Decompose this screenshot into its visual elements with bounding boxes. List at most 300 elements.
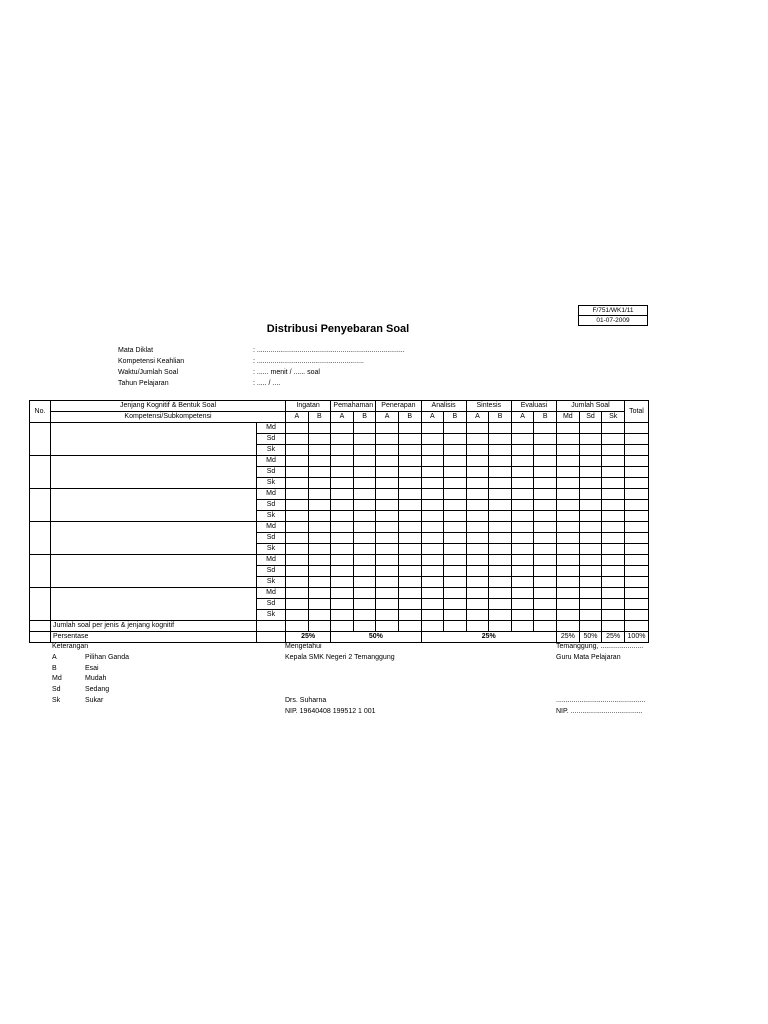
difficulty-label: Sd	[257, 566, 286, 577]
data-cell	[579, 544, 602, 555]
data-cell	[466, 566, 489, 577]
data-cell	[466, 588, 489, 599]
data-cell	[534, 478, 557, 489]
form-code-box	[578, 305, 648, 326]
data-cell	[353, 489, 376, 500]
data-cell	[376, 533, 399, 544]
data-cell	[489, 544, 512, 555]
header-pemahaman-a: A	[331, 412, 354, 423]
header-ingatan-b: B	[308, 412, 331, 423]
data-cell	[421, 544, 444, 555]
persentase-md: 25%	[557, 632, 580, 643]
data-cell	[353, 599, 376, 610]
data-cell	[308, 555, 331, 566]
difficulty-label: Md	[257, 456, 286, 467]
empty-cell	[308, 621, 331, 632]
data-cell	[624, 610, 648, 621]
data-cell	[398, 555, 421, 566]
empty-cell	[489, 621, 512, 632]
data-cell	[376, 434, 399, 445]
guru-place-date: Temanggung, ......................	[556, 643, 644, 650]
data-cell	[308, 599, 331, 610]
data-cell	[421, 434, 444, 445]
data-cell	[286, 478, 309, 489]
data-cell	[624, 489, 648, 500]
data-cell	[534, 588, 557, 599]
data-cell	[489, 522, 512, 533]
data-cell	[353, 423, 376, 434]
data-cell	[602, 445, 625, 456]
data-cell	[421, 423, 444, 434]
data-cell	[466, 599, 489, 610]
data-cell	[421, 599, 444, 610]
header-ingatan-a: A	[286, 412, 309, 423]
data-cell	[308, 456, 331, 467]
data-cell	[353, 434, 376, 445]
empty-cell	[286, 621, 309, 632]
data-cell	[331, 599, 354, 610]
header-jumlah-sk: Sk	[602, 412, 625, 423]
data-cell	[331, 500, 354, 511]
data-cell	[308, 522, 331, 533]
data-cell	[511, 566, 534, 577]
summary-no-cell	[30, 621, 51, 632]
data-cell	[489, 533, 512, 544]
row-no-cell	[30, 555, 51, 588]
data-cell	[421, 511, 444, 522]
header-no: No.	[30, 401, 51, 423]
data-cell	[308, 577, 331, 588]
data-cell	[624, 544, 648, 555]
data-cell	[624, 566, 648, 577]
data-cell	[398, 445, 421, 456]
data-cell	[557, 500, 580, 511]
data-cell	[579, 456, 602, 467]
data-cell	[557, 555, 580, 566]
data-cell	[534, 434, 557, 445]
data-cell	[308, 588, 331, 599]
data-cell	[466, 456, 489, 467]
keterangan-item	[52, 685, 110, 695]
data-cell	[624, 445, 648, 456]
data-cell	[466, 555, 489, 566]
data-cell	[376, 478, 399, 489]
empty-cell	[557, 621, 580, 632]
data-cell	[624, 599, 648, 610]
difficulty-label: Sk	[257, 544, 286, 555]
header-pemahaman: Pemahaman	[331, 401, 376, 412]
data-cell	[331, 423, 354, 434]
data-cell	[444, 566, 467, 577]
data-cell	[602, 434, 625, 445]
data-cell	[579, 577, 602, 588]
empty-cell	[398, 621, 421, 632]
data-cell	[331, 478, 354, 489]
data-cell	[444, 533, 467, 544]
data-cell	[331, 489, 354, 500]
data-cell	[489, 434, 512, 445]
data-cell	[511, 588, 534, 599]
data-cell	[489, 577, 512, 588]
data-cell	[421, 522, 444, 533]
data-cell	[511, 511, 534, 522]
data-cell	[286, 511, 309, 522]
data-cell	[331, 544, 354, 555]
keterangan-item	[52, 674, 107, 684]
data-cell	[557, 511, 580, 522]
data-cell	[602, 456, 625, 467]
info-label: Kompetensi Keahlian	[118, 358, 185, 365]
data-cell	[511, 577, 534, 588]
keterangan-desc: Sedang	[85, 686, 110, 693]
data-cell	[489, 610, 512, 621]
difficulty-label: Sd	[257, 467, 286, 478]
data-cell	[579, 489, 602, 500]
data-cell	[308, 434, 331, 445]
data-cell	[489, 423, 512, 434]
data-cell	[602, 489, 625, 500]
header-sintesis: Sintesis	[466, 401, 511, 412]
data-cell	[353, 577, 376, 588]
data-cell	[466, 511, 489, 522]
info-row-kompetensi-keahlian	[118, 357, 364, 367]
data-cell	[286, 577, 309, 588]
data-cell	[624, 555, 648, 566]
form-date: 01-07-2009	[579, 315, 647, 325]
difficulty-label: Sk	[257, 577, 286, 588]
data-cell	[444, 610, 467, 621]
data-cell	[602, 555, 625, 566]
data-cell	[308, 489, 331, 500]
data-cell	[579, 610, 602, 621]
empty-cell	[444, 621, 467, 632]
header-analisis-b: B	[444, 412, 467, 423]
data-cell	[534, 566, 557, 577]
difficulty-label: Sk	[257, 610, 286, 621]
row-no-cell	[30, 489, 51, 522]
data-cell	[534, 577, 557, 588]
data-cell	[286, 566, 309, 577]
data-cell	[376, 588, 399, 599]
difficulty-label: Md	[257, 423, 286, 434]
row-no-cell	[30, 423, 51, 456]
data-cell	[308, 445, 331, 456]
data-cell	[331, 511, 354, 522]
difficulty-label: Md	[257, 588, 286, 599]
data-cell	[444, 456, 467, 467]
data-cell	[624, 500, 648, 511]
data-cell	[376, 467, 399, 478]
data-cell	[511, 445, 534, 456]
data-cell	[602, 500, 625, 511]
difficulty-label: Md	[257, 555, 286, 566]
data-cell	[624, 456, 648, 467]
data-cell	[308, 533, 331, 544]
data-cell	[421, 566, 444, 577]
data-cell	[331, 566, 354, 577]
distribution-table	[29, 400, 649, 643]
header-jumlah-sd: Sd	[579, 412, 602, 423]
data-cell	[624, 533, 648, 544]
empty-cell	[579, 621, 602, 632]
data-cell	[602, 544, 625, 555]
data-cell	[557, 434, 580, 445]
data-cell	[376, 423, 399, 434]
data-cell	[511, 544, 534, 555]
data-cell	[331, 445, 354, 456]
data-cell	[444, 599, 467, 610]
difficulty-label: Md	[257, 522, 286, 533]
data-cell	[557, 533, 580, 544]
data-cell	[489, 588, 512, 599]
empty-cell	[376, 621, 399, 632]
keterangan-desc: Pilihan Ganda	[85, 654, 129, 661]
data-cell	[579, 555, 602, 566]
data-cell	[376, 555, 399, 566]
data-cell	[602, 478, 625, 489]
info-row-waktu-jumlah-soal	[118, 368, 320, 378]
info-row-mata-diklat	[118, 346, 405, 356]
data-cell	[444, 555, 467, 566]
empty-cell	[511, 621, 534, 632]
keterangan-code: B	[52, 665, 57, 672]
data-cell	[534, 467, 557, 478]
data-cell	[286, 500, 309, 511]
data-cell	[466, 445, 489, 456]
data-cell	[353, 445, 376, 456]
data-cell	[398, 610, 421, 621]
persentase-label: Persentase	[51, 632, 257, 643]
row-kompetensi-cell	[51, 522, 257, 555]
empty-cell	[331, 621, 354, 632]
data-cell	[602, 599, 625, 610]
data-cell	[376, 445, 399, 456]
header-total: Total	[624, 401, 648, 423]
header-row-1	[30, 401, 649, 412]
data-cell	[444, 577, 467, 588]
data-cell	[511, 456, 534, 467]
data-cell	[398, 544, 421, 555]
keterangan-item	[52, 664, 99, 674]
data-cell	[534, 533, 557, 544]
data-cell	[511, 434, 534, 445]
data-cell	[624, 467, 648, 478]
data-cell	[308, 467, 331, 478]
data-cell	[579, 533, 602, 544]
data-cell	[331, 610, 354, 621]
data-cell	[534, 511, 557, 522]
data-cell	[331, 467, 354, 478]
data-cell	[398, 423, 421, 434]
data-cell	[398, 511, 421, 522]
header-kompetensi: Kompetensi/Subkompetensi	[51, 412, 286, 423]
data-cell	[511, 489, 534, 500]
data-cell	[579, 522, 602, 533]
persentase-sk: 25%	[602, 632, 625, 643]
data-cell	[398, 467, 421, 478]
data-cell	[421, 588, 444, 599]
info-label: Mata Diklat	[118, 347, 154, 354]
mengetahui-name: Drs. Suharna	[285, 697, 327, 704]
table-body	[30, 423, 649, 621]
data-cell	[398, 500, 421, 511]
header-penerapan-b: B	[398, 412, 421, 423]
data-cell	[557, 566, 580, 577]
data-cell	[376, 566, 399, 577]
data-cell	[602, 610, 625, 621]
data-cell	[353, 533, 376, 544]
data-cell	[466, 489, 489, 500]
data-cell	[534, 445, 557, 456]
row-kompetensi-cell	[51, 456, 257, 489]
data-cell	[511, 500, 534, 511]
difficulty-label: Sk	[257, 478, 286, 489]
data-cell	[308, 511, 331, 522]
data-cell	[489, 456, 512, 467]
data-cell	[286, 467, 309, 478]
data-cell	[466, 533, 489, 544]
data-cell	[624, 423, 648, 434]
row-no-cell	[30, 588, 51, 621]
keterangan-desc: Mudah	[85, 675, 107, 682]
table-row	[30, 423, 649, 434]
data-cell	[398, 456, 421, 467]
table-row	[30, 555, 649, 566]
data-cell	[579, 588, 602, 599]
data-cell	[557, 588, 580, 599]
data-cell	[444, 423, 467, 434]
header-jumlah-soal: Jumlah Soal	[557, 401, 625, 412]
data-cell	[466, 610, 489, 621]
data-cell	[444, 434, 467, 445]
data-cell	[331, 522, 354, 533]
data-cell	[353, 610, 376, 621]
data-cell	[353, 478, 376, 489]
data-cell	[376, 544, 399, 555]
header-pemahaman-b: B	[353, 412, 376, 423]
difficulty-label: Sd	[257, 533, 286, 544]
data-cell	[466, 467, 489, 478]
data-cell	[286, 544, 309, 555]
data-cell	[286, 434, 309, 445]
data-cell	[398, 577, 421, 588]
guru-signature-line: ..............................................	[556, 697, 646, 704]
data-cell	[421, 533, 444, 544]
data-cell	[286, 489, 309, 500]
difficulty-label: Sk	[257, 511, 286, 522]
data-cell	[489, 566, 512, 577]
mengetahui-label: Mengetahui	[285, 643, 322, 650]
info-value: : ..... / ....	[253, 380, 281, 387]
data-cell	[286, 522, 309, 533]
data-cell	[466, 544, 489, 555]
empty-cell	[466, 621, 489, 632]
data-cell	[421, 610, 444, 621]
data-cell	[353, 522, 376, 533]
data-cell	[579, 566, 602, 577]
header-jenjang: Jenjang Kognitif & Bentuk Soal	[51, 401, 286, 412]
data-cell	[286, 456, 309, 467]
data-cell	[444, 522, 467, 533]
data-cell	[286, 555, 309, 566]
keterangan-code: Sd	[52, 686, 61, 693]
data-cell	[466, 577, 489, 588]
data-cell	[534, 555, 557, 566]
data-cell	[557, 423, 580, 434]
info-row-tahun-pelajaran	[118, 379, 281, 389]
data-cell	[398, 566, 421, 577]
data-cell	[444, 588, 467, 599]
mengetahui-position: Kepala SMK Negeri 2 Temanggung	[285, 654, 395, 661]
data-cell	[398, 588, 421, 599]
row-kompetensi-cell	[51, 423, 257, 456]
data-cell	[331, 577, 354, 588]
data-cell	[421, 555, 444, 566]
data-cell	[444, 478, 467, 489]
data-cell	[398, 478, 421, 489]
data-cell	[579, 434, 602, 445]
data-cell	[421, 456, 444, 467]
data-cell	[376, 522, 399, 533]
summary-label-cell	[257, 632, 286, 643]
data-cell	[624, 478, 648, 489]
data-cell	[286, 445, 309, 456]
data-cell	[466, 434, 489, 445]
header-row-2	[30, 412, 649, 423]
empty-cell	[421, 621, 444, 632]
persentase-pemahaman-penerapan: 50%	[331, 632, 421, 643]
data-cell	[579, 500, 602, 511]
row-no-cell	[30, 456, 51, 489]
data-cell	[579, 445, 602, 456]
data-cell	[624, 588, 648, 599]
info-label: Tahun Pelajaran	[118, 380, 169, 387]
data-cell	[557, 467, 580, 478]
data-cell	[557, 489, 580, 500]
data-cell	[421, 500, 444, 511]
data-cell	[398, 489, 421, 500]
data-cell	[557, 544, 580, 555]
data-cell	[398, 434, 421, 445]
keterangan-desc: Esai	[85, 665, 99, 672]
data-cell	[353, 467, 376, 478]
data-cell	[286, 588, 309, 599]
data-cell	[624, 434, 648, 445]
data-cell	[353, 544, 376, 555]
empty-cell	[624, 621, 648, 632]
data-cell	[579, 599, 602, 610]
data-cell	[466, 522, 489, 533]
data-cell	[534, 456, 557, 467]
data-cell	[534, 599, 557, 610]
data-cell	[511, 533, 534, 544]
data-cell	[444, 467, 467, 478]
table-summary	[30, 621, 649, 643]
data-cell	[489, 478, 512, 489]
keterangan-item	[52, 653, 129, 663]
data-cell	[602, 577, 625, 588]
data-cell	[511, 467, 534, 478]
table-row	[30, 588, 649, 599]
data-cell	[489, 489, 512, 500]
data-cell	[557, 610, 580, 621]
data-cell	[534, 489, 557, 500]
data-cell	[579, 478, 602, 489]
data-cell	[421, 445, 444, 456]
data-cell	[421, 489, 444, 500]
data-cell	[353, 555, 376, 566]
data-cell	[557, 599, 580, 610]
